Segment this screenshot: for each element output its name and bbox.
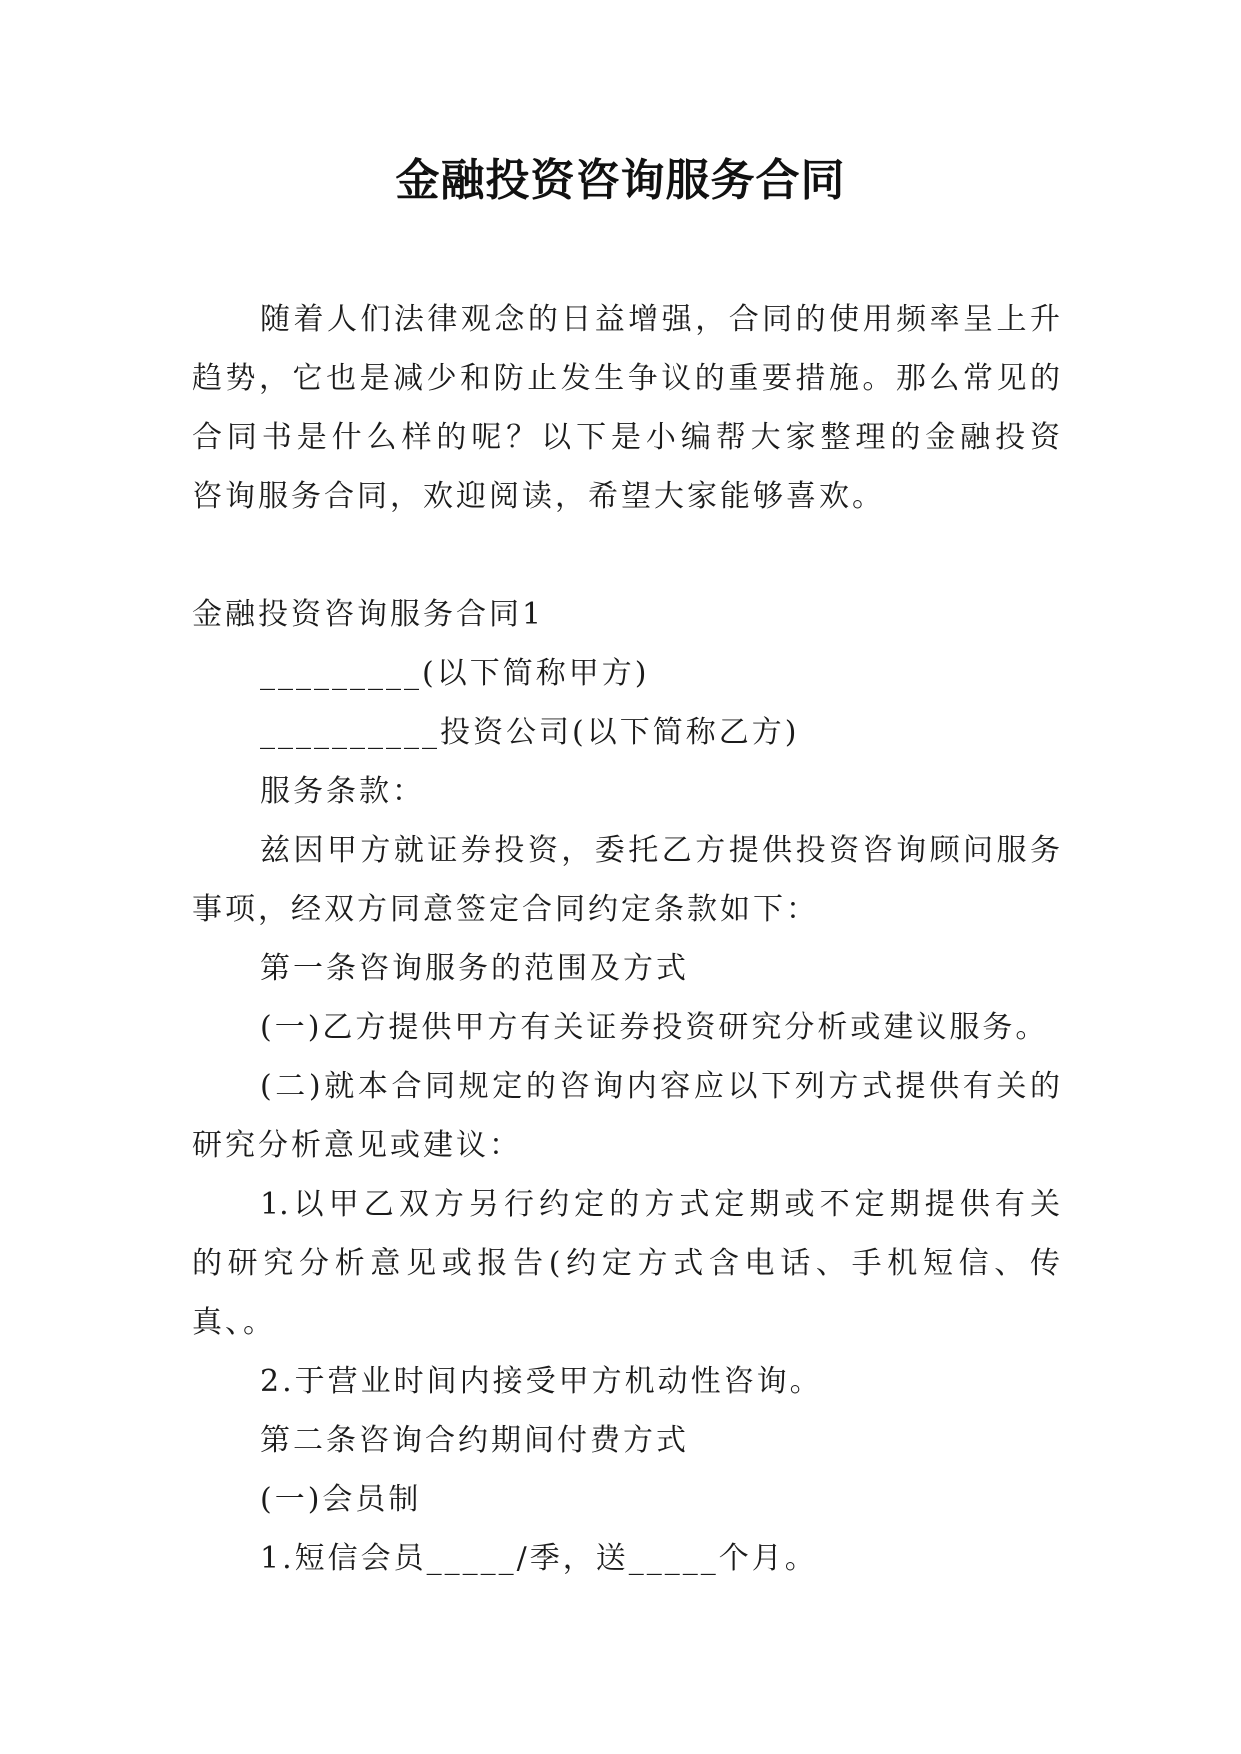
preamble-line: 兹因甲方就证券投资，委托乙方提供投资咨询顾问服务 — [260, 833, 1060, 868]
document-body — [0, 290, 1241, 1588]
intro-line: 趋势，它也是减少和防止发生争议的重要措施。那么常见的 — [192, 361, 1060, 396]
intro-line: 咨询服务合同，欢迎阅读，希望大家能够喜欢。 — [192, 479, 885, 514]
article1-sub2: 2.于营业时间内接受甲方机动性咨询。 — [260, 1364, 823, 1399]
article2-item1: (一)会员制 — [260, 1482, 422, 1517]
article1-item2-line: 研究分析意见或建议： — [192, 1128, 522, 1163]
intro-line: 合同书是什么样的呢？以下是小编帮大家整理的金融投资 — [192, 420, 1060, 455]
article2-sub1: 1.短信会员_____/季，送_____个月。 — [260, 1541, 818, 1576]
article1-heading: 第一条咨询服务的范围及方式 — [260, 951, 689, 986]
document-title: 金融投资咨询服务合同 — [395, 155, 846, 206]
article1-item1: (一)乙方提供甲方有关证券投资研究分析或建议服务。 — [260, 1010, 1049, 1045]
preamble-line: 事项，经双方同意签定合同约定条款如下： — [192, 892, 819, 927]
service-terms-label: 服务条款： — [260, 774, 425, 809]
article1-sub1-line: 的研究分析意见或报告(约定方式含电话、手机短信、传 — [192, 1246, 1060, 1281]
intro-line: 随着人们法律观念的日益增强，合同的使用频率呈上升 — [260, 302, 1060, 337]
article2-heading: 第二条咨询合约期间付费方式 — [260, 1423, 689, 1458]
paragraph-spacer — [0, 526, 1241, 585]
section-heading: 金融投资咨询服务合同1 — [192, 597, 545, 632]
party-a-line: _________(以下简称甲方) — [260, 656, 650, 691]
party-b-line: __________投资公司(以下简称乙方) — [260, 715, 800, 750]
article1-item2-line: (二)就本合同规定的咨询内容应以下列方式提供有关的 — [260, 1069, 1060, 1104]
article1-sub1-line: 1.以甲乙双方另行约定的方式定期或不定期提供有关 — [260, 1187, 1060, 1222]
article1-sub1-line: 真、。 — [192, 1305, 276, 1340]
